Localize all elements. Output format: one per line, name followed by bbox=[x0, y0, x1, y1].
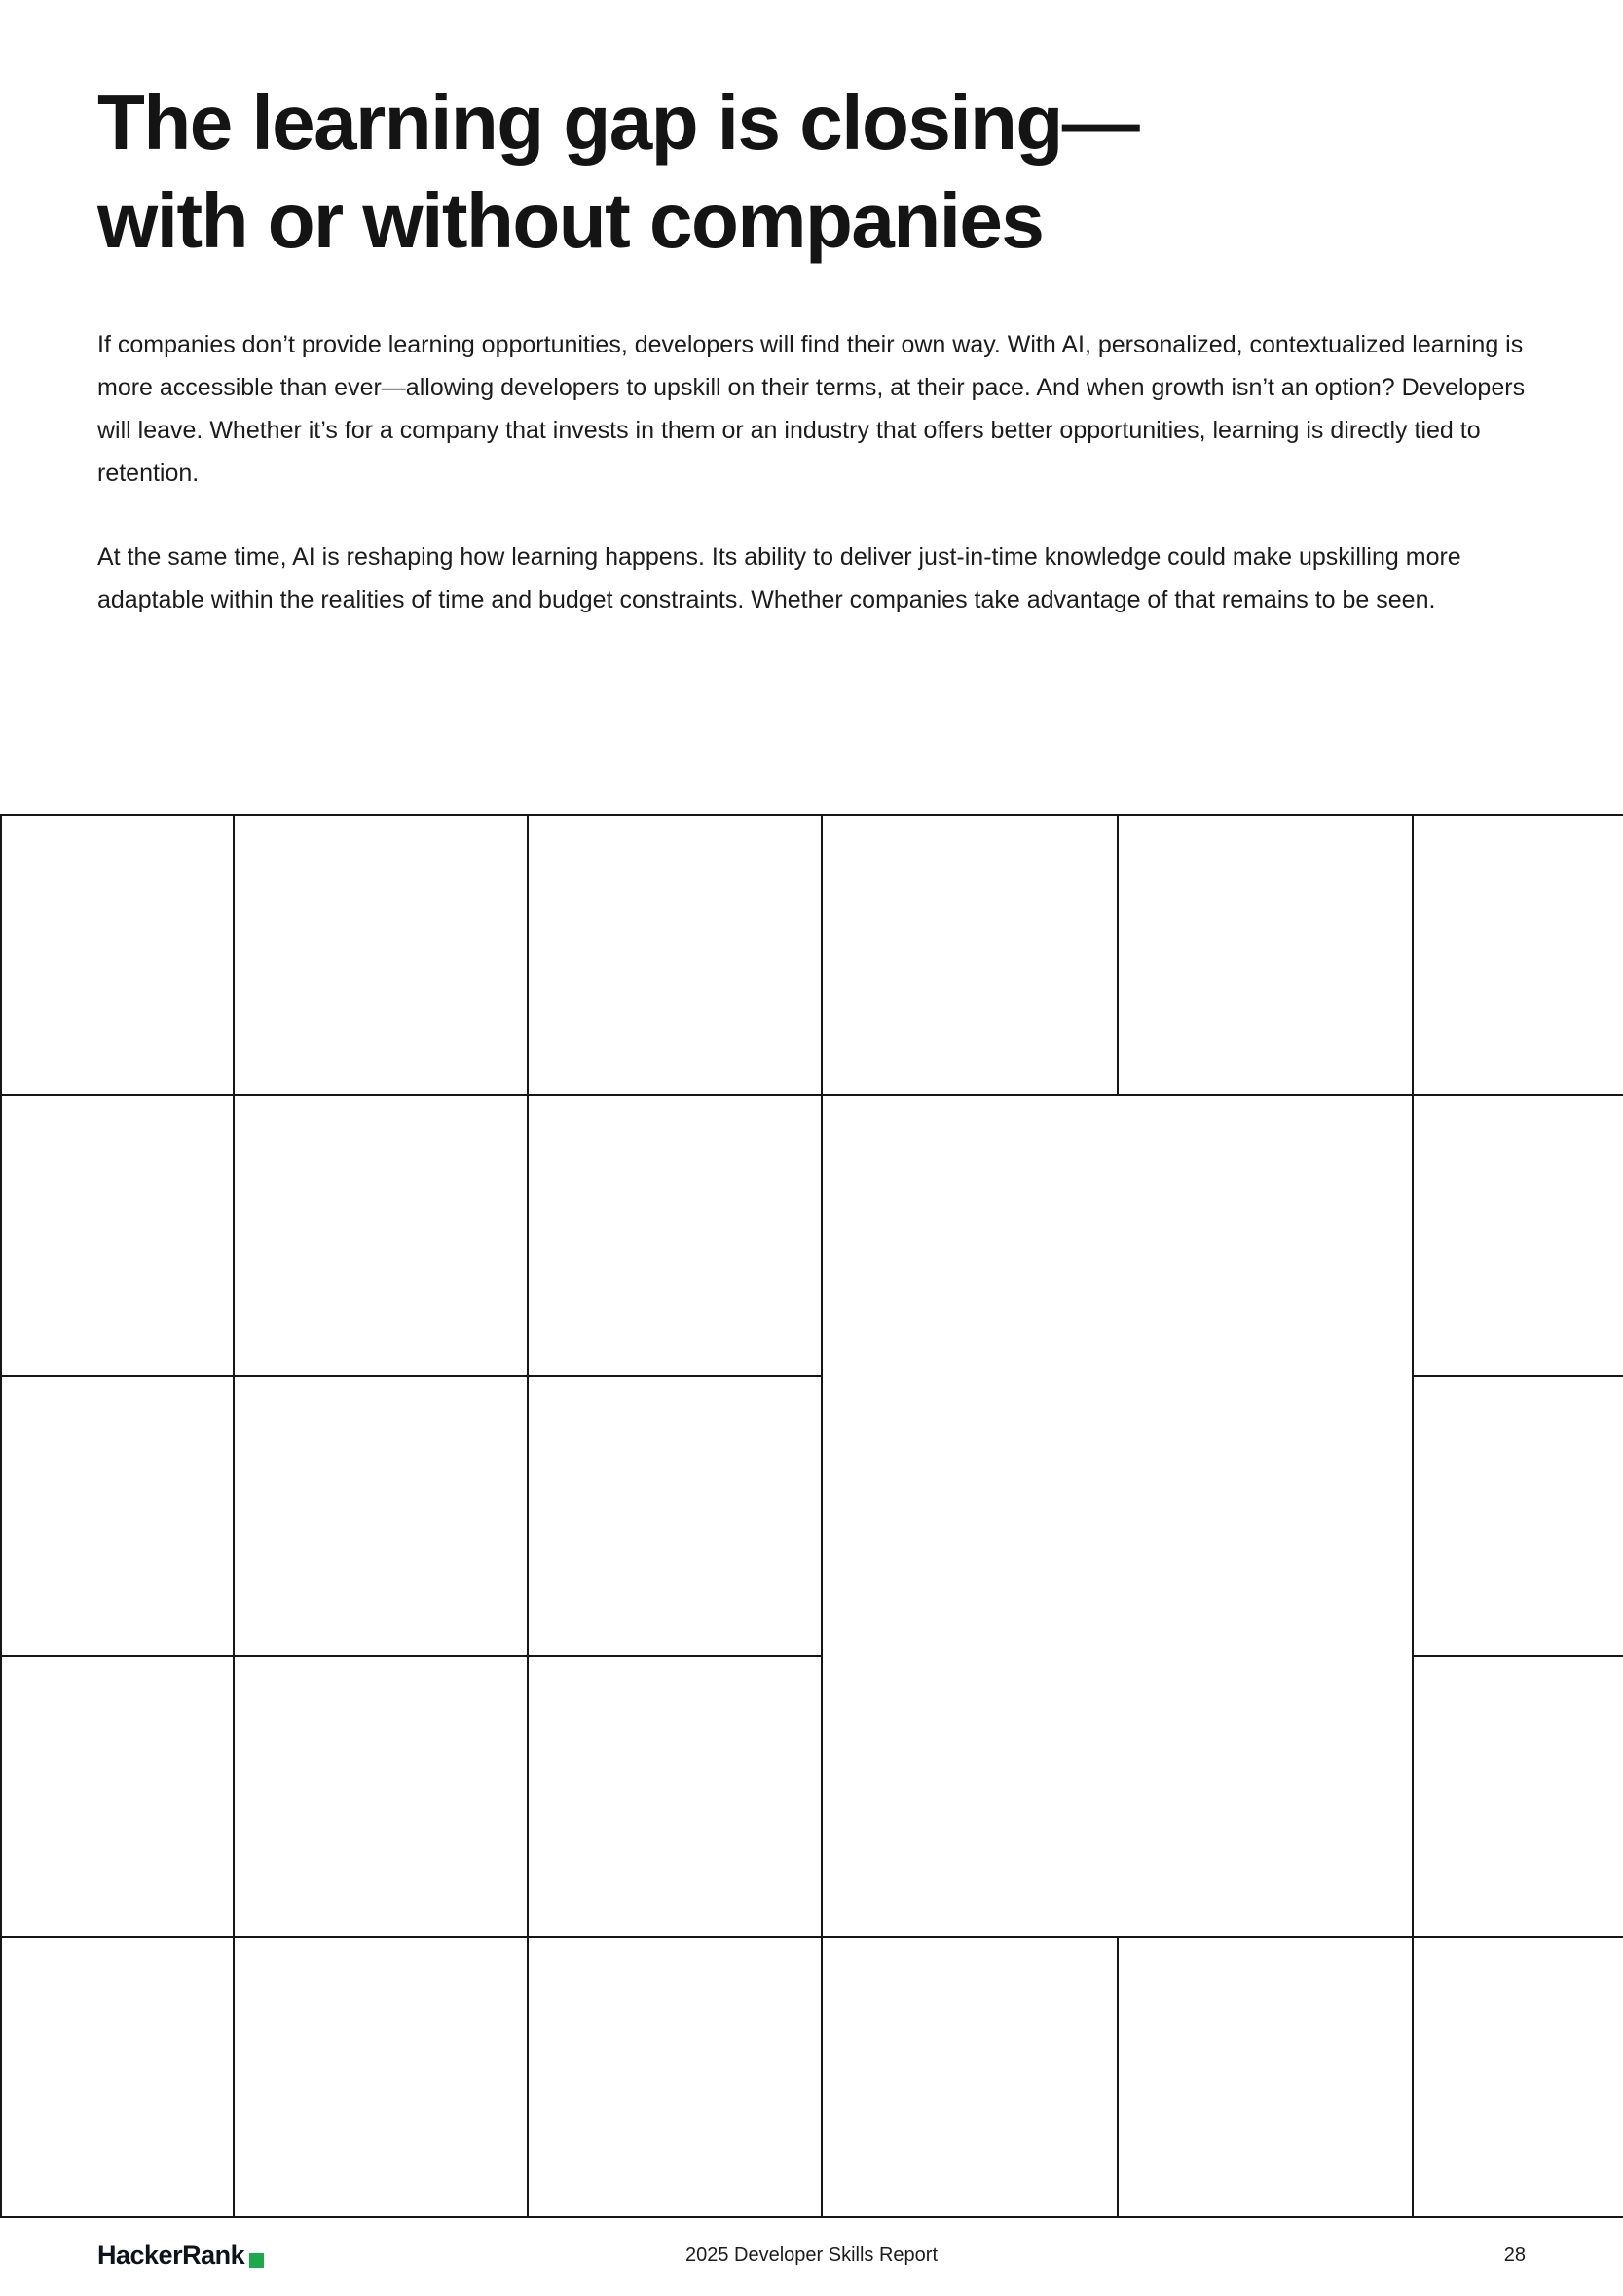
grid-cell bbox=[1414, 1657, 1623, 1936]
page-title-line-1: The learning gap is closing— bbox=[97, 79, 1139, 166]
grid-cell bbox=[2, 1938, 233, 2216]
grid-cell bbox=[1119, 1938, 1412, 2216]
grid-cell bbox=[2, 816, 233, 1094]
page-footer bbox=[97, 2236, 1526, 2275]
grid-cell bbox=[823, 816, 1117, 1094]
grid-cell bbox=[529, 1657, 821, 1936]
grid-cell bbox=[1414, 1377, 1623, 1655]
grid-cell bbox=[235, 1938, 527, 2216]
grid-cell bbox=[235, 1657, 527, 1936]
hackerrank-logo bbox=[97, 2240, 264, 2271]
grid-cell bbox=[823, 1938, 1117, 2216]
footer-report-title: 2025 Developer Skills Report bbox=[684, 2243, 939, 2266]
grid-cell bbox=[1414, 1096, 1623, 1375]
hackerrank-logo-text: HackerRank bbox=[97, 2240, 245, 2270]
grid-cell bbox=[529, 1096, 821, 1375]
grid-cell bbox=[529, 816, 821, 1094]
page-title-line-2: with or without companies bbox=[97, 176, 1044, 264]
grid-cell bbox=[2, 1096, 233, 1375]
body-paragraph-1: If companies don’t provide learning opportunities, developers will find their own way. With AI, personalized, contextualized learning is more accessible than ever—allowing developers to upskill on their terms, at their pace. And when growth isn’t an option? Developers will leave. Whether it’s for a company that invests in them or an industry that offers better opportunities, learning is directly tied to retention. bbox=[97, 331, 1526, 487]
grid-cell bbox=[529, 1938, 821, 2216]
grid-cell-merged bbox=[823, 1096, 1412, 1936]
body-paragraph-2: At the same time, AI is reshaping how learning happens. Its ability to deliver just-in-time knowledge could make upskilling more adaptable within the realities of time and budget constraints. Whether companies take advantage of that remains to be seen. bbox=[97, 543, 1461, 613]
page-title bbox=[97, 74, 1460, 271]
grid-cell bbox=[2, 1657, 233, 1936]
grid-cell bbox=[235, 1377, 527, 1655]
grid-cell bbox=[529, 1377, 821, 1655]
grid-cell bbox=[235, 816, 527, 1094]
grid-cell bbox=[1119, 816, 1412, 1094]
grid-cell bbox=[2, 1377, 233, 1655]
grid-cell bbox=[1414, 816, 1623, 1094]
footer-page-number: 28 bbox=[1503, 2243, 1526, 2266]
grid-cell bbox=[1414, 1938, 1623, 2216]
body-copy bbox=[97, 323, 1531, 621]
content-grid bbox=[0, 814, 1623, 2218]
grid-cell bbox=[235, 1096, 527, 1375]
hackerrank-logo-square-icon bbox=[249, 2253, 264, 2268]
